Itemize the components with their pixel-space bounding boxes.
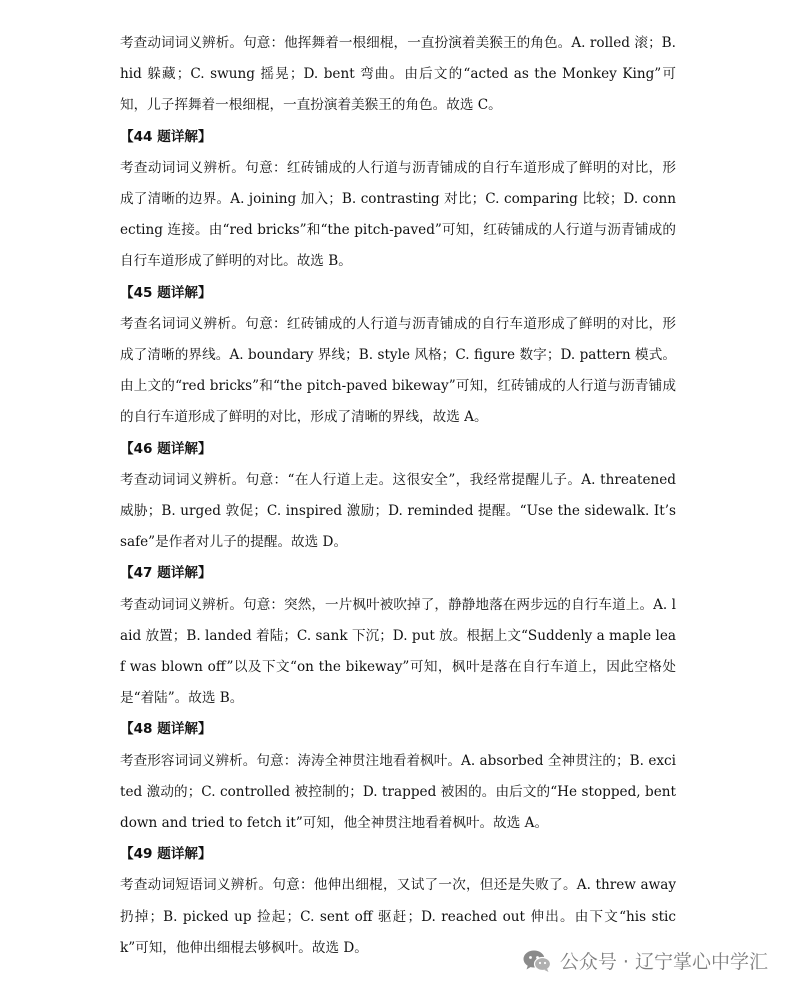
heading-47: 【47 题详解】	[120, 565, 212, 582]
explanation-46: 考查动词词义辨析。句意：“在人行道上走。这很安全”，我经常提醒儿子。A. threatened 威胁；B. urged 敦促；C. inspired 激励；D. reminded 提醒。“Use the sidewalk. It’s safe”是作者对儿子的提醒。故选 D。	[120, 471, 676, 551]
watermark-text: 公众号 · 辽宁掌心中学汇	[559, 951, 768, 973]
explanation-47: 考查动词词义辨析。句意：突然，一片枫叶被吹掉了，静静地落在两步远的自行车道上。A. laid 放置；B. landed 着陆；C. sank 下沉；D. put 放。根据上文“Suddenly a maple leaf was blown off”以及下文“on the bikeway”可知，枫叶是落在自行车道上，因此空格处是“着陆”。故选 B。	[120, 596, 676, 707]
explanation-45: 考查名词词义辨析。句意：红砖铺成的人行道与沥青铺成的自行车道形成了鲜明的对比，形成了清晰的界线。A. boundary 界线；B. style 风格；C. figure 数字；D. pattern 模式。由上文的“red bricks”和“the pitch-paved bikeway”可知，红砖铺成的人行道与沥青铺成的自行车道形成了鲜明的对比，形成了清晰的界线，故选 A。	[120, 315, 676, 426]
heading-46: 【46 题详解】	[120, 440, 212, 457]
heading-49: 【49 题详解】	[120, 846, 212, 863]
wechat-icon	[522, 949, 552, 973]
explanation-43-continued: 考查动词词义辨析。句意：他挥舞着一根细棍，一直扮演着美猴王的角色。A. rolled 滚；B. hid 躲藏；C. swung 摇晃；D. bent 弯曲。由后文的“acted as the Monkey King”可知，儿子挥舞着一根细棍，一直扮演着美猴王的角色。故选 C。	[120, 35, 676, 114]
watermark	[522, 947, 768, 974]
explanation-49: 考查动词短语词义辨析。句意：他伸出细棍，又试了一次，但还是失败了。A. threw away 扔掉；B. picked up 捡起；C. sent off 驱赶；D. reached out 伸出。由下文“his stick”可知，他伸出细棍去够枫叶。故选 D。	[120, 877, 676, 956]
heading-44: 【44 题详解】	[120, 128, 212, 145]
document-body	[120, 28, 676, 964]
explanation-44: 考查动词词义辨析。句意：红砖铺成的人行道与沥青铺成的自行车道形成了鲜明的对比，形成了清晰的边界。A. joining 加入；B. contrasting 对比；C. comparing 比较；D. connecting 连接。由“red bricks”和“the pitch-paved”可知，红砖铺成的人行道与沥青铺成的自行车道形成了鲜明的对比。故选 B。	[120, 159, 676, 270]
explanation-48: 考查形容词词义辨析。句意：涛涛全神贯注地看着枫叶。A. absorbed 全神贯注的；B. excited 激动的；C. controlled 被控制的；D. trapped 被困的。由后文的“He stopped, bent down and tried to fetch it”可知，他全神贯注地看着枫叶。故选 A。	[120, 752, 676, 832]
heading-48: 【48 题详解】	[120, 721, 212, 738]
heading-45: 【45 题详解】	[120, 284, 212, 301]
